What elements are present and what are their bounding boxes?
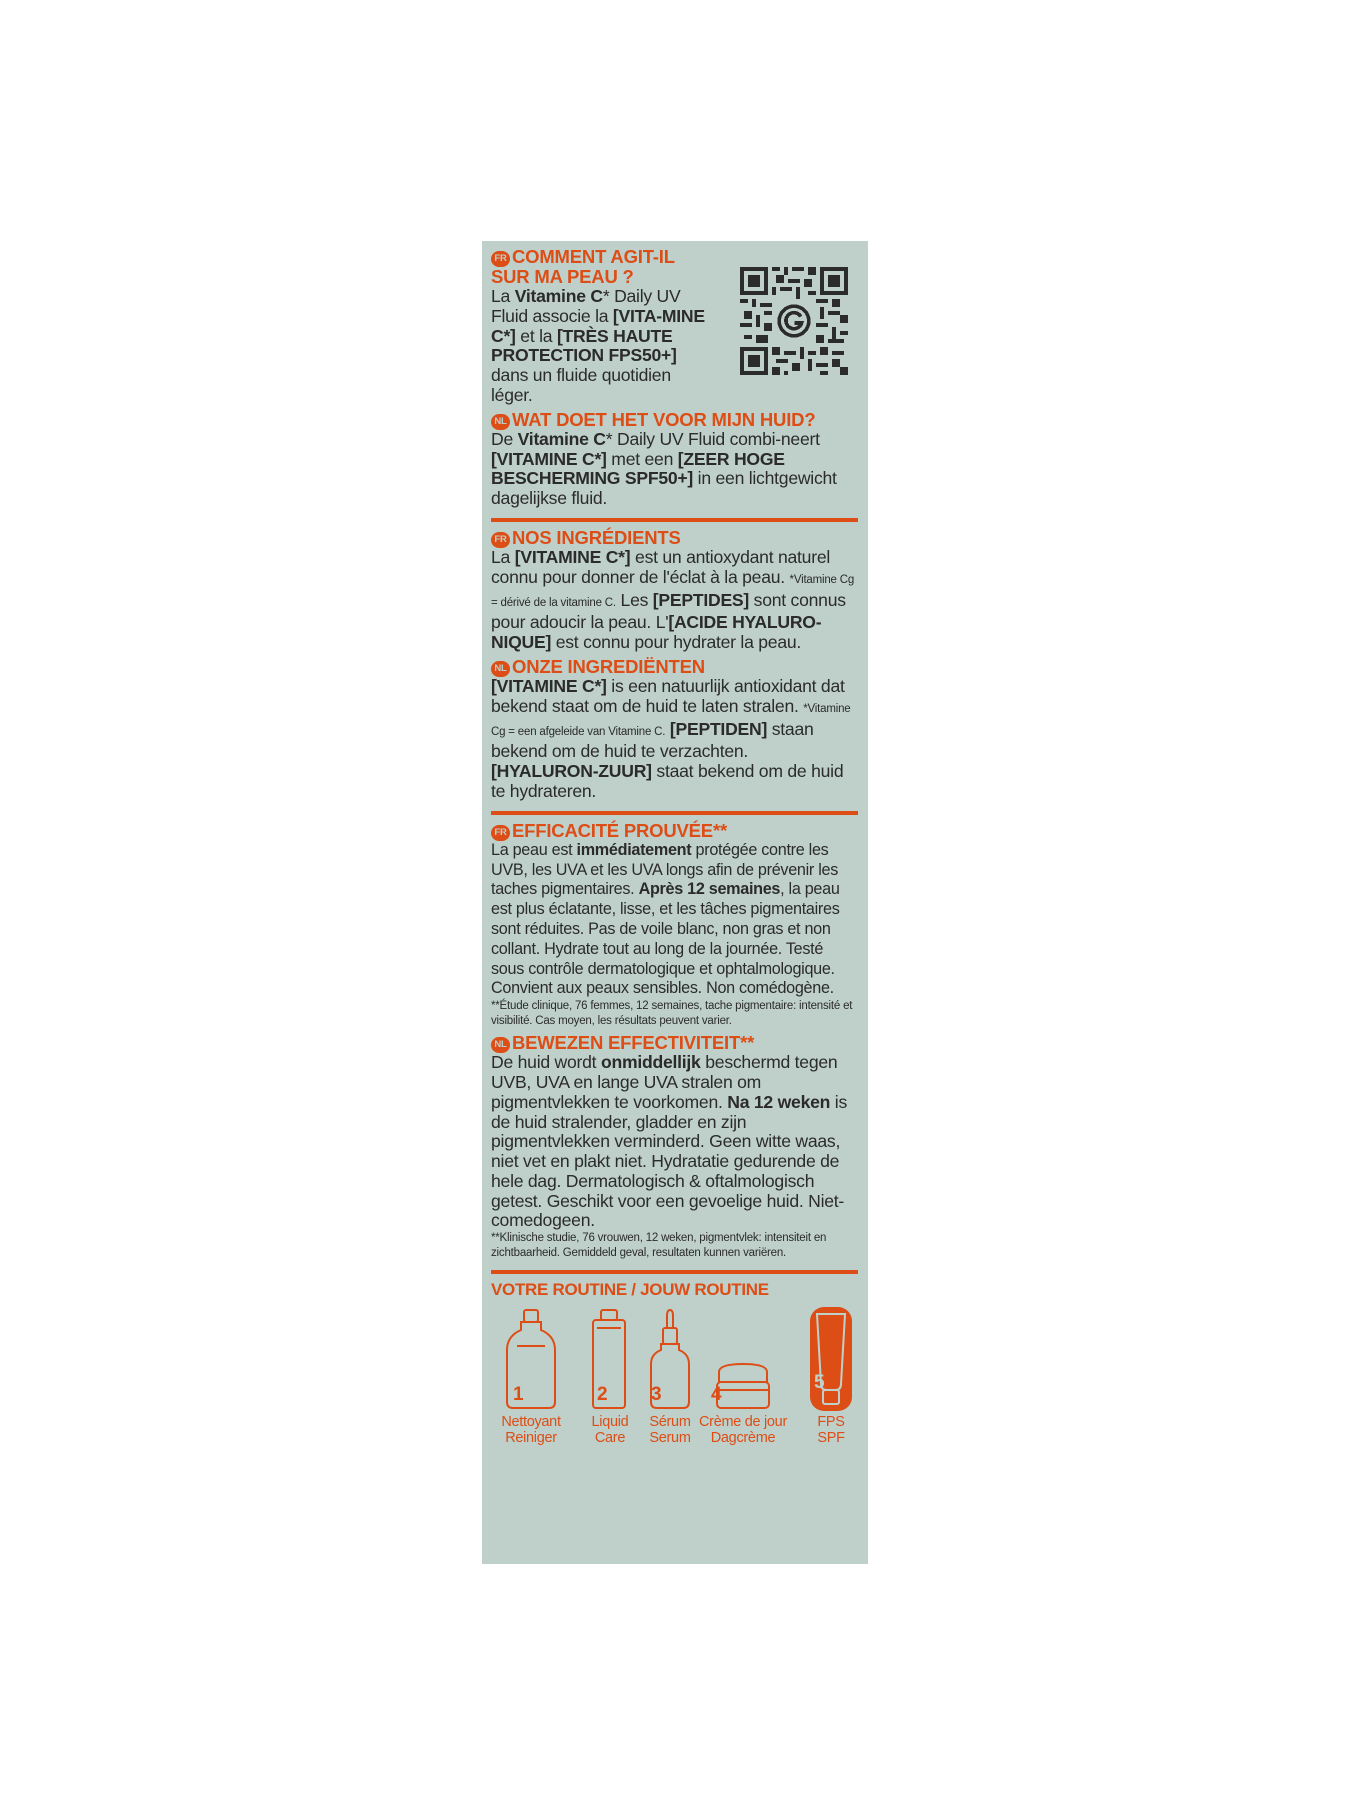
divider (491, 518, 858, 522)
bold-text-run: [HYALURON-ZUUR] (491, 761, 652, 782)
nl-badge: NL (491, 661, 510, 677)
bold-text-run: [VITA-MINE C*] (491, 305, 705, 346)
step-label-fr: FPS (817, 1414, 845, 1431)
heading-nl-ingredients: NL ONZE INGREDIËNTEN (491, 657, 858, 677)
body-fr-efficacy (491, 841, 858, 999)
text-run: La (491, 546, 515, 567)
step-label-fr: Sérum (649, 1414, 691, 1431)
text-run: staat bekend om de huid te hydrateren. (491, 761, 844, 801)
body-nl-ingredients (491, 677, 858, 802)
fr-badge: FR (491, 825, 510, 841)
step-label-fr: Nettoyant (501, 1414, 561, 1431)
step-label-nl: Dagcrème (710, 1430, 776, 1447)
text-run: De (491, 428, 518, 449)
bold-text-run: [VITAMINE C*] (491, 675, 607, 696)
text-run: La peau est (491, 840, 577, 859)
bold-text-run: Vitamine C (517, 428, 606, 449)
routine-step-4 (699, 1306, 787, 1447)
step-label-nl: Serum (649, 1430, 691, 1447)
bold-text-run: onmiddellijk (600, 1052, 701, 1073)
nl-badge: NL (491, 1037, 510, 1053)
spf-tube-icon (809, 1306, 853, 1412)
bold-text-run: Vitamine C (514, 286, 603, 306)
qr-code[interactable] (740, 267, 848, 375)
section-how-it-works (491, 247, 858, 509)
text-run: *Vitamine Cg = dérivé de la vitamine C. (491, 573, 855, 609)
note-fr-efficacy: **Étude clinique, 76 femmes, 12 semaines, tache pigmentaire: intensité et visibilité. Cas moyen, les résultats peuvent varier. (491, 1000, 853, 1028)
packaging-panel (482, 241, 868, 1564)
routine-section (491, 1280, 858, 1471)
text-run: est un antioxydant naturel connu pour donner de l'éclat à la peau. (491, 546, 831, 587)
text-run: La (491, 286, 515, 306)
body-nl-efficacy (491, 1053, 858, 1231)
bottle-icon (491, 1306, 571, 1412)
text-run: et la (515, 325, 557, 346)
nl-badge: NL (491, 414, 510, 430)
step-number: 5 (814, 1372, 825, 1394)
text-run: is een natuurlijk antioxidant dat bekend staat om de huid te laten stralen. (491, 675, 845, 716)
step-number: 4 (711, 1384, 722, 1406)
divider (491, 811, 858, 815)
routine-steps (491, 1306, 858, 1471)
serum-dropper-icon (643, 1306, 697, 1412)
text-run: , la peau est plus éclatante, lisse, et les tâches pigmentaires sont réduites. Pas de voile blanc, non gras et non collant. Hydrate tout au long de la journée. Testé sous contrôle dermatologique et ophtalmologique. Convient aux peaux sensibles. Non comédogène. (491, 880, 840, 998)
text-run: Les (615, 589, 653, 610)
text-run: is de huid stralender, gladder en zijn pigmentvlekken verminderd. Geen witte waas, niet vet en plakt niet. Hydratatie gedurende de hele dag. Dermatologisch & oftalmologisch getest. Geschikt voor een gevoelige huid. Niet-comedogeen. (491, 1091, 847, 1231)
routine-step-1 (491, 1306, 571, 1447)
text-run: in een lichtgewicht dagelijkse fluid. (491, 468, 837, 509)
step-label-fr: Liquid (591, 1414, 629, 1431)
routine-title: VOTRE ROUTINE / JOUW ROUTINE (491, 1280, 769, 1300)
text-run: beschermd tegen UVB, UVA en lange UVA stralen om pigmentvlekken te voorkomen. (491, 1052, 838, 1112)
bold-text-run: [VITAMINE C*] (514, 546, 631, 567)
text-run: *Vitamine Cg = een afgeleide van Vitamine C. (491, 702, 851, 738)
bold-text-run: [ACIDE HYALURO-NIQUE] (491, 612, 822, 653)
divider (491, 1270, 858, 1274)
step-number: 3 (651, 1384, 662, 1406)
text-run: met een (606, 448, 678, 469)
heading-fr-how: FR COMMENT AGIT-IL SUR MA PEAU ? (491, 246, 675, 287)
liquid-care-bottle-icon (583, 1306, 637, 1412)
fr-badge: FR (491, 532, 510, 548)
bold-text-run: Après 12 semaines (638, 880, 781, 899)
heading-nl-how: NL WAT DOET HET VOOR MIJN HUID? (491, 410, 858, 430)
text-run: De huid wordt (491, 1052, 601, 1073)
fr-badge: FR (491, 251, 510, 267)
heading-fr-efficacy: FR EFFICACITÉ PROUVÉE** (491, 821, 858, 841)
routine-step-5 (809, 1306, 853, 1447)
text-run: * Daily UV Fluid associe la (491, 286, 681, 326)
bold-text-run: immédiatement (576, 840, 692, 859)
text-run: * Daily UV Fluid combi-neert (605, 428, 820, 449)
text-run: dans un fluide quotidien léger. (491, 365, 671, 405)
step-label-nl: Care (594, 1430, 626, 1447)
text-run: staan bekend om de huid te verzachten. (491, 718, 814, 762)
bold-text-run: [VITAMINE C*] (491, 448, 607, 469)
body-fr-how (491, 287, 716, 406)
bold-text-run: [TRÈS HAUTE PROTECTION FPS50+] (491, 325, 677, 366)
step-label-nl: SPF (817, 1430, 845, 1447)
routine-step-2 (583, 1306, 637, 1447)
note-nl-efficacy: **Klinische studie, 76 vrouwen, 12 weken, pigmentvlek: intensiteit en zichtbaarheid. Gemiddeld geval, resultaten kunnen variëren. (491, 1232, 827, 1260)
cream-jar-icon (705, 1306, 781, 1412)
text-run: sont connus pour adoucir la peau. L' (491, 589, 846, 633)
step-number: 1 (513, 1384, 524, 1406)
section-ingredients (491, 528, 858, 802)
body-fr-ingredients (491, 548, 858, 653)
heading-nl-efficacy: NL BEWEZEN EFFECTIVITEIT** (491, 1033, 858, 1053)
step-number: 2 (597, 1384, 608, 1406)
text-run: est connu pour hydrater la peau. (551, 632, 802, 653)
step-label-nl: Reiniger (505, 1430, 557, 1447)
routine-step-3 (643, 1306, 697, 1447)
section-efficacy (491, 821, 858, 1262)
text-run: protégée contre les UVB, les UVA et les UVA longs afin de prévenir les taches pigmentaires. (491, 840, 838, 899)
bold-text-run: [PEPTIDEN] (669, 718, 768, 739)
step-label-fr: Crème de jour (699, 1414, 787, 1431)
bold-text-run: [ZEER HOGE BESCHERMING SPF50+] (491, 448, 785, 489)
body-nl-how (491, 430, 858, 509)
heading-fr-ingredients: FR NOS INGRÉDIENTS (491, 528, 858, 548)
bold-text-run: [PEPTIDES] (652, 589, 750, 610)
bold-text-run: Na 12 weken (727, 1091, 831, 1112)
